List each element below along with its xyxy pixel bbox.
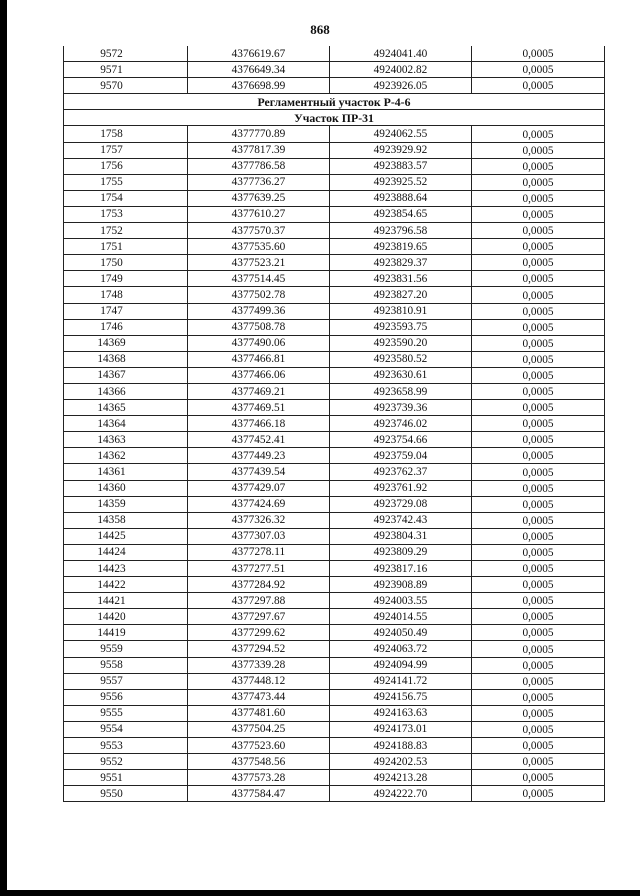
y-coordinate-cell: 4923796.58 (330, 223, 472, 239)
tolerance-cell: 0,0005 (472, 223, 605, 239)
x-coordinate-cell: 4376698.99 (188, 78, 330, 94)
point-number-cell: 1751 (64, 239, 188, 255)
tolerance-cell: 0,0005 (472, 319, 605, 335)
tolerance-cell: 0,0005 (472, 158, 605, 174)
table-row (64, 239, 605, 255)
table-row (64, 223, 605, 239)
y-coordinate-cell: 4924014.55 (330, 609, 472, 625)
y-coordinate-cell: 4923804.31 (330, 528, 472, 544)
table-row (64, 303, 605, 319)
table-row (64, 416, 605, 432)
y-coordinate-cell: 4923746.02 (330, 416, 472, 432)
y-coordinate-cell: 4924002.82 (330, 62, 472, 78)
y-coordinate-cell: 4923590.20 (330, 335, 472, 351)
x-coordinate-cell: 4377570.37 (188, 223, 330, 239)
tolerance-cell: 0,0005 (472, 464, 605, 480)
x-coordinate-cell: 4377449.23 (188, 448, 330, 464)
table-row (64, 432, 605, 448)
x-coordinate-cell: 4377502.78 (188, 287, 330, 303)
tolerance-cell: 0,0005 (472, 351, 605, 367)
table-row (64, 319, 605, 335)
x-coordinate-cell: 4377466.06 (188, 367, 330, 383)
x-coordinate-cell: 4377307.03 (188, 528, 330, 544)
point-number-cell: 14363 (64, 432, 188, 448)
table-row (64, 609, 605, 625)
point-number-cell: 9571 (64, 62, 188, 78)
point-number-cell: 9554 (64, 721, 188, 737)
table-row (64, 512, 605, 528)
y-coordinate-cell: 4923658.99 (330, 383, 472, 399)
tolerance-cell: 0,0005 (472, 480, 605, 496)
y-coordinate-cell: 4924202.53 (330, 754, 472, 770)
tolerance-cell: 0,0005 (472, 496, 605, 512)
x-coordinate-cell: 4377481.60 (188, 705, 330, 721)
tolerance-cell: 0,0005 (472, 206, 605, 222)
x-coordinate-cell: 4377277.51 (188, 561, 330, 577)
table-row (64, 62, 605, 78)
y-coordinate-cell: 4924156.75 (330, 689, 472, 705)
scan-border-bottom (0, 890, 640, 896)
section-heading-row (64, 94, 605, 110)
y-coordinate-cell: 4923762.37 (330, 464, 472, 480)
table-row (64, 689, 605, 705)
table-row (64, 448, 605, 464)
point-number-cell: 14419 (64, 625, 188, 641)
x-coordinate-cell: 4377448.12 (188, 673, 330, 689)
y-coordinate-cell: 4924141.72 (330, 673, 472, 689)
table-row (64, 206, 605, 222)
table-row (64, 738, 605, 754)
point-number-cell: 14368 (64, 351, 188, 367)
point-number-cell: 9570 (64, 78, 188, 94)
point-number-cell: 1749 (64, 271, 188, 287)
y-coordinate-cell: 4924050.49 (330, 625, 472, 641)
point-number-cell: 14366 (64, 383, 188, 399)
x-coordinate-cell: 4377584.47 (188, 786, 330, 802)
table-row (64, 496, 605, 512)
x-coordinate-cell: 4377639.25 (188, 190, 330, 206)
table-row (64, 351, 605, 367)
y-coordinate-cell: 4924062.55 (330, 126, 472, 142)
point-number-cell: 1758 (64, 126, 188, 142)
tolerance-cell: 0,0005 (472, 512, 605, 528)
x-coordinate-cell: 4377490.06 (188, 335, 330, 351)
point-number-cell: 14365 (64, 400, 188, 416)
y-coordinate-cell: 4923925.52 (330, 174, 472, 190)
y-coordinate-cell: 4924163.63 (330, 705, 472, 721)
table-row (64, 400, 605, 416)
x-coordinate-cell: 4377466.81 (188, 351, 330, 367)
tolerance-cell: 0,0005 (472, 561, 605, 577)
y-coordinate-cell: 4923926.05 (330, 78, 472, 94)
point-number-cell: 1746 (64, 319, 188, 335)
x-coordinate-cell: 4377429.07 (188, 480, 330, 496)
tolerance-cell: 0,0005 (472, 416, 605, 432)
x-coordinate-cell: 4377786.58 (188, 158, 330, 174)
tolerance-cell: 0,0005 (472, 754, 605, 770)
table-row (64, 625, 605, 641)
y-coordinate-cell: 4923754.66 (330, 432, 472, 448)
table-row (64, 673, 605, 689)
table-row (64, 142, 605, 158)
y-coordinate-cell: 4923810.91 (330, 303, 472, 319)
y-coordinate-cell: 4923908.89 (330, 577, 472, 593)
point-number-cell: 9559 (64, 641, 188, 657)
x-coordinate-cell: 4377278.11 (188, 544, 330, 560)
point-number-cell: 14367 (64, 367, 188, 383)
point-number-cell: 1753 (64, 206, 188, 222)
coordinates-table-body (64, 46, 605, 802)
tolerance-cell: 0,0005 (472, 303, 605, 319)
x-coordinate-cell: 4377535.60 (188, 239, 330, 255)
table-row (64, 126, 605, 142)
point-number-cell: 14361 (64, 464, 188, 480)
table-row (64, 480, 605, 496)
point-number-cell: 1747 (64, 303, 188, 319)
x-coordinate-cell: 4377499.36 (188, 303, 330, 319)
table-row (64, 335, 605, 351)
tolerance-cell: 0,0005 (472, 641, 605, 657)
point-number-cell: 14421 (64, 593, 188, 609)
point-number-cell: 14424 (64, 544, 188, 560)
tolerance-cell: 0,0005 (472, 287, 605, 303)
table-row (64, 544, 605, 560)
x-coordinate-cell: 4377770.89 (188, 126, 330, 142)
tolerance-cell: 0,0005 (472, 544, 605, 560)
y-coordinate-cell: 4923630.61 (330, 367, 472, 383)
y-coordinate-cell: 4923739.36 (330, 400, 472, 416)
table-row (64, 561, 605, 577)
table-row (64, 287, 605, 303)
y-coordinate-cell: 4924173.01 (330, 721, 472, 737)
point-number-cell: 9552 (64, 754, 188, 770)
point-number-cell: 1750 (64, 255, 188, 271)
page-number: 868 (310, 22, 330, 37)
x-coordinate-cell: 4377504.25 (188, 721, 330, 737)
tolerance-cell: 0,0005 (472, 657, 605, 673)
table-row (64, 158, 605, 174)
table-row (64, 271, 605, 287)
table-row (64, 383, 605, 399)
x-coordinate-cell: 4377294.52 (188, 641, 330, 657)
tolerance-cell: 0,0005 (472, 770, 605, 786)
x-coordinate-cell: 4377548.56 (188, 754, 330, 770)
table-row (64, 705, 605, 721)
x-coordinate-cell: 4377508.78 (188, 319, 330, 335)
point-number-cell: 1754 (64, 190, 188, 206)
tolerance-cell: 0,0005 (472, 448, 605, 464)
tolerance-cell: 0,0005 (472, 738, 605, 754)
x-coordinate-cell: 4377817.39 (188, 142, 330, 158)
x-coordinate-cell: 4377339.28 (188, 657, 330, 673)
y-coordinate-cell: 4923883.57 (330, 158, 472, 174)
section-heading: Регламентный участок Р-4-6 (64, 94, 605, 110)
point-number-cell: 9551 (64, 770, 188, 786)
y-coordinate-cell: 4924041.40 (330, 46, 472, 62)
x-coordinate-cell: 4376619.67 (188, 46, 330, 62)
y-coordinate-cell: 4924094.99 (330, 657, 472, 673)
tolerance-cell: 0,0005 (472, 271, 605, 287)
x-coordinate-cell: 4377736.27 (188, 174, 330, 190)
y-coordinate-cell: 4923888.64 (330, 190, 472, 206)
x-coordinate-cell: 4377284.92 (188, 577, 330, 593)
tolerance-cell: 0,0005 (472, 46, 605, 62)
y-coordinate-cell: 4924213.28 (330, 770, 472, 786)
table-row (64, 754, 605, 770)
table-row (64, 46, 605, 62)
point-number-cell: 1756 (64, 158, 188, 174)
y-coordinate-cell: 4923742.43 (330, 512, 472, 528)
coordinates-table (63, 46, 605, 802)
x-coordinate-cell: 4377469.21 (188, 383, 330, 399)
tolerance-cell: 0,0005 (472, 528, 605, 544)
table-row (64, 721, 605, 737)
tolerance-cell: 0,0005 (472, 174, 605, 190)
y-coordinate-cell: 4923759.04 (330, 448, 472, 464)
x-coordinate-cell: 4377297.88 (188, 593, 330, 609)
point-number-cell: 14422 (64, 577, 188, 593)
table-row (64, 367, 605, 383)
section-heading-row (64, 110, 605, 126)
point-number-cell: 14359 (64, 496, 188, 512)
tolerance-cell: 0,0005 (472, 190, 605, 206)
y-coordinate-cell: 4924003.55 (330, 593, 472, 609)
x-coordinate-cell: 4377452.41 (188, 432, 330, 448)
tolerance-cell: 0,0005 (472, 593, 605, 609)
table-row (64, 577, 605, 593)
y-coordinate-cell: 4924188.83 (330, 738, 472, 754)
y-coordinate-cell: 4923761.92 (330, 480, 472, 496)
x-coordinate-cell: 4377573.28 (188, 770, 330, 786)
tolerance-cell: 0,0005 (472, 577, 605, 593)
table-row (64, 190, 605, 206)
x-coordinate-cell: 4377523.21 (188, 255, 330, 271)
tolerance-cell: 0,0005 (472, 239, 605, 255)
section-heading: Участок ПР-31 (64, 110, 605, 126)
table-row (64, 641, 605, 657)
y-coordinate-cell: 4923729.08 (330, 496, 472, 512)
point-number-cell: 9558 (64, 657, 188, 673)
point-number-cell: 14364 (64, 416, 188, 432)
x-coordinate-cell: 4377466.18 (188, 416, 330, 432)
x-coordinate-cell: 4377473.44 (188, 689, 330, 705)
y-coordinate-cell: 4923817.16 (330, 561, 472, 577)
table-row (64, 593, 605, 609)
tolerance-cell: 0,0005 (472, 367, 605, 383)
tolerance-cell: 0,0005 (472, 255, 605, 271)
tolerance-cell: 0,0005 (472, 673, 605, 689)
tolerance-cell: 0,0005 (472, 78, 605, 94)
point-number-cell: 9572 (64, 46, 188, 62)
point-number-cell: 14369 (64, 335, 188, 351)
y-coordinate-cell: 4923929.92 (330, 142, 472, 158)
x-coordinate-cell: 4377424.69 (188, 496, 330, 512)
table-row (64, 657, 605, 673)
tolerance-cell: 0,0005 (472, 432, 605, 448)
point-number-cell: 14420 (64, 609, 188, 625)
x-coordinate-cell: 4377326.32 (188, 512, 330, 528)
table-row (64, 255, 605, 271)
table-row (64, 528, 605, 544)
point-number-cell: 14425 (64, 528, 188, 544)
point-number-cell: 14358 (64, 512, 188, 528)
y-coordinate-cell: 4923809.29 (330, 544, 472, 560)
tolerance-cell: 0,0005 (472, 335, 605, 351)
table-row (64, 464, 605, 480)
table-row (64, 786, 605, 802)
y-coordinate-cell: 4923829.37 (330, 255, 472, 271)
x-coordinate-cell: 4377610.27 (188, 206, 330, 222)
point-number-cell: 9553 (64, 738, 188, 754)
tolerance-cell: 0,0005 (472, 786, 605, 802)
tolerance-cell: 0,0005 (472, 609, 605, 625)
point-number-cell: 14362 (64, 448, 188, 464)
scan-border-left (0, 0, 7, 896)
point-number-cell: 1755 (64, 174, 188, 190)
point-number-cell: 9557 (64, 673, 188, 689)
point-number-cell: 9550 (64, 786, 188, 802)
y-coordinate-cell: 4923827.20 (330, 287, 472, 303)
table-row (64, 78, 605, 94)
tolerance-cell: 0,0005 (472, 625, 605, 641)
tolerance-cell: 0,0005 (472, 126, 605, 142)
tolerance-cell: 0,0005 (472, 62, 605, 78)
y-coordinate-cell: 4923831.56 (330, 271, 472, 287)
y-coordinate-cell: 4924222.70 (330, 786, 472, 802)
tolerance-cell: 0,0005 (472, 142, 605, 158)
tolerance-cell: 0,0005 (472, 705, 605, 721)
point-number-cell: 9555 (64, 705, 188, 721)
x-coordinate-cell: 4376649.34 (188, 62, 330, 78)
x-coordinate-cell: 4377299.62 (188, 625, 330, 641)
y-coordinate-cell: 4923854.65 (330, 206, 472, 222)
y-coordinate-cell: 4924063.72 (330, 641, 472, 657)
x-coordinate-cell: 4377523.60 (188, 738, 330, 754)
tolerance-cell: 0,0005 (472, 400, 605, 416)
y-coordinate-cell: 4923593.75 (330, 319, 472, 335)
x-coordinate-cell: 4377514.45 (188, 271, 330, 287)
point-number-cell: 14423 (64, 561, 188, 577)
x-coordinate-cell: 4377469.51 (188, 400, 330, 416)
y-coordinate-cell: 4923819.65 (330, 239, 472, 255)
point-number-cell: 9556 (64, 689, 188, 705)
tolerance-cell: 0,0005 (472, 721, 605, 737)
point-number-cell: 1752 (64, 223, 188, 239)
x-coordinate-cell: 4377297.67 (188, 609, 330, 625)
table-row (64, 770, 605, 786)
x-coordinate-cell: 4377439.54 (188, 464, 330, 480)
table-row (64, 174, 605, 190)
tolerance-cell: 0,0005 (472, 689, 605, 705)
y-coordinate-cell: 4923580.52 (330, 351, 472, 367)
tolerance-cell: 0,0005 (472, 383, 605, 399)
point-number-cell: 1748 (64, 287, 188, 303)
point-number-cell: 1757 (64, 142, 188, 158)
point-number-cell: 14360 (64, 480, 188, 496)
